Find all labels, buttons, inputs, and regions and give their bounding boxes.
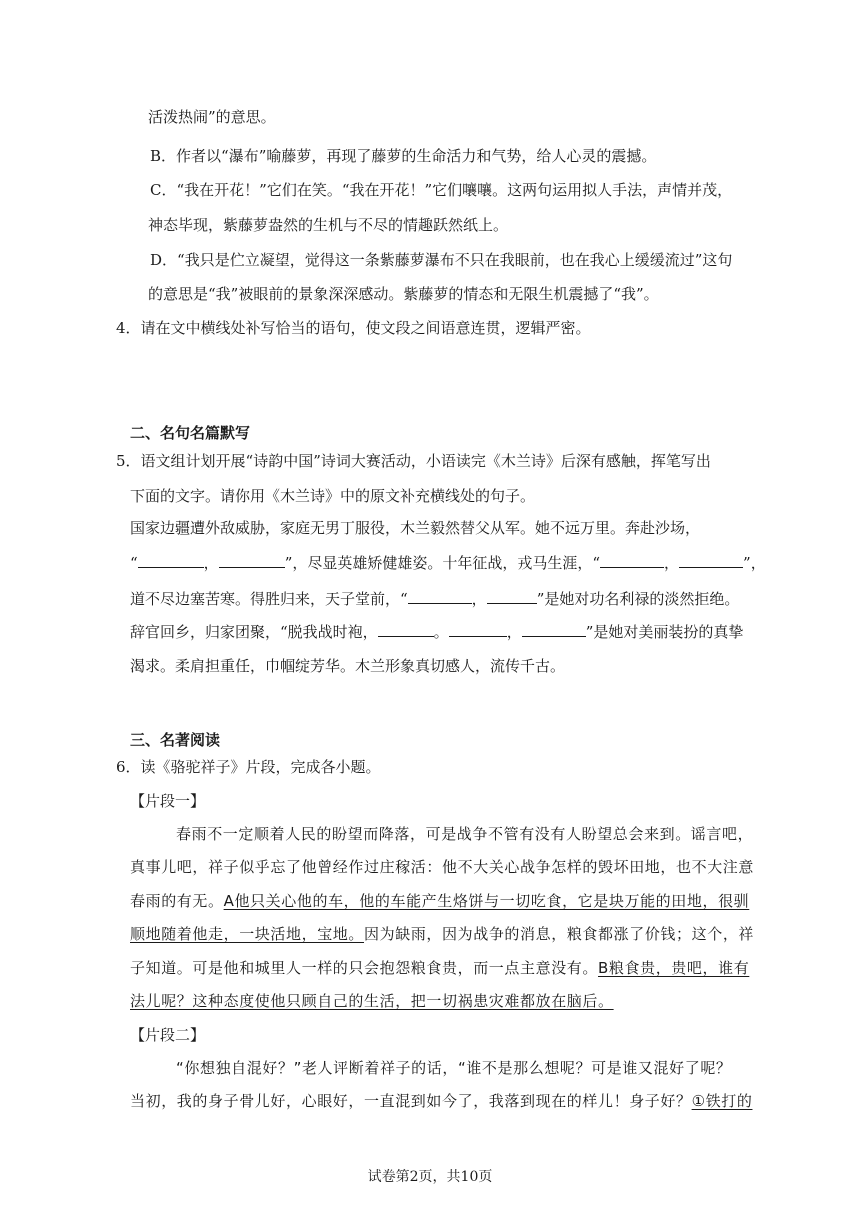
answer-blank-7[interactable] [378,622,434,637]
text: ”是她对功名利禄的淡然拒绝。 [536,590,740,608]
answer-blank-9[interactable] [522,622,586,637]
text: ， [506,623,522,641]
fragment-2-label: 【片段二】 [130,1026,206,1044]
fragment-1-label: 【片段一】 [130,792,206,810]
underlined-sentence-1: ①铁打的 [691,1092,753,1110]
fragment-1-line6 [130,991,614,1011]
fill-passage-line4 [130,622,743,642]
underlined-sentence-a-end: 顺地随着他走，一块活地，宝地。 [130,925,365,943]
question-6: 6．读《骆驼祥子》片段，完成各小题。 [116,758,381,776]
answer-blank-5[interactable] [408,589,472,604]
question-5-line1: 5．语文组计划开展“诗韵中国”诗词大赛活动，小语读完《木兰诗》后深有感触，挥笔写出 [116,452,711,470]
q3-option-c-line1: C．“我在开花！”它们在笑。“我在开花！”它们嚷嚷。这两句运用拟人手法，声情并茂， [150,181,733,199]
section-3-heading: 三、名著阅读 [130,731,221,749]
text: 辞官回乡，归家团聚，“脱我战时袍， [130,623,378,641]
fill-passage-line2 [130,553,766,573]
fill-passage-line5: 渴求。柔肩担重任，巾帼绽芳华。木兰形象真切感人，流传千古。 [130,657,566,675]
text: 子知道。可是他和城里人一样的只会抱怨粮食贵，而一点主意没有。 [130,959,599,977]
underlined-sentence-a: A他只关心他的车，他的车能产生烙饼与一切吃食，它是块万能的田地，很驯 [223,892,750,910]
text: 道不尽边塞苦寒。得胜归来，天子堂前，“ [130,590,408,608]
q3-option-a-continuation: 活泼热闹”的意思。 [148,108,276,126]
fragment-1-line2: 真事儿吧，祥子似乎忘了他曾经作过庄稼活：他不大关心战争怎样的毁坏田地，也不大注意 [130,858,755,876]
section-2-heading: 二、名句名篇默写 [130,424,251,442]
fragment-1-line4 [130,924,754,944]
text: ， [471,590,487,608]
text: ， [203,554,219,572]
q3-option-d-line2: 的意思是“我”被眼前的景象深深感动。紫藤萝的情态和无限生机震撼了“我”。 [148,285,659,303]
fill-passage-line3 [130,589,739,609]
text: 。 [433,623,449,641]
text: 当初，我的身子骨儿好，心眼好，一直混到如今了，我落到现在的样儿！身子好？ [130,1092,692,1110]
answer-blank-8[interactable] [449,622,507,637]
fragment-2-line1: “你想独自混好？”老人评断着祥子的话，“谁不是那么想呢？可是谁又混好了呢？ [176,1059,732,1077]
answer-blank-2[interactable] [219,553,285,568]
page-footer: 试卷第2页，共10页 [367,1169,493,1185]
text: 因为缺雨，因为战争的消息，粮食都涨了价钱；这个，祥 [364,925,755,943]
text: “ [130,554,138,572]
fragment-1-line1: 春雨不一定顺着人民的盼望而降落，可是战争不管有没有人盼望总会来到。谣言吧， [176,825,754,843]
fragment-1-line5 [130,958,749,978]
answer-blank-6[interactable] [487,589,537,604]
q3-option-b: B．作者以“瀑布”喻藤萝，再现了藤萝的生命活力和气势，给人心灵的震撼。 [150,147,657,165]
text: ”是她对美丽装扮的真挚 [585,623,744,641]
fragment-1-line3 [130,891,749,911]
fill-passage-line1: 国家边疆遭外敌威胁，家庭无男丁服役，木兰毅然替父从军。她不远万里。奔赴沙场， [130,519,701,537]
answer-blank-4[interactable] [679,553,743,568]
q3-option-d-line1: D．“我只是伫立凝望，觉得这一条紫藤萝瀑布不只在我眼前，也在我心上缓缓流过”这句 [150,251,733,269]
q3-option-c-line2: 神态毕现，紫藤萝盎然的生机与不尽的情趣跃然纸上。 [148,216,509,234]
question-5-line2: 下面的文字。请你用《木兰诗》中的原文补充横线处的句子。 [130,487,536,505]
text: ， [664,554,680,572]
question-4: 4．请在文中横线处补写恰当的语句，使文段之间语意连贯，逻辑严密。 [116,319,591,337]
text: ”，尽显英雄矫健雄姿。十年征战，戎马生涯，“ [284,554,601,572]
underlined-sentence-b-end: 法儿呢？这种态度使他只顾自己的生活，把一切祸患灾难都放在脑后。 [130,992,614,1010]
fragment-2-line2 [130,1091,752,1111]
answer-blank-1[interactable] [138,553,204,568]
underlined-sentence-b: B粮食贵，贵吧，谁有 [598,959,750,977]
text: ”， [743,554,766,572]
text: 春雨的有无。 [130,892,224,910]
answer-blank-3[interactable] [600,553,664,568]
